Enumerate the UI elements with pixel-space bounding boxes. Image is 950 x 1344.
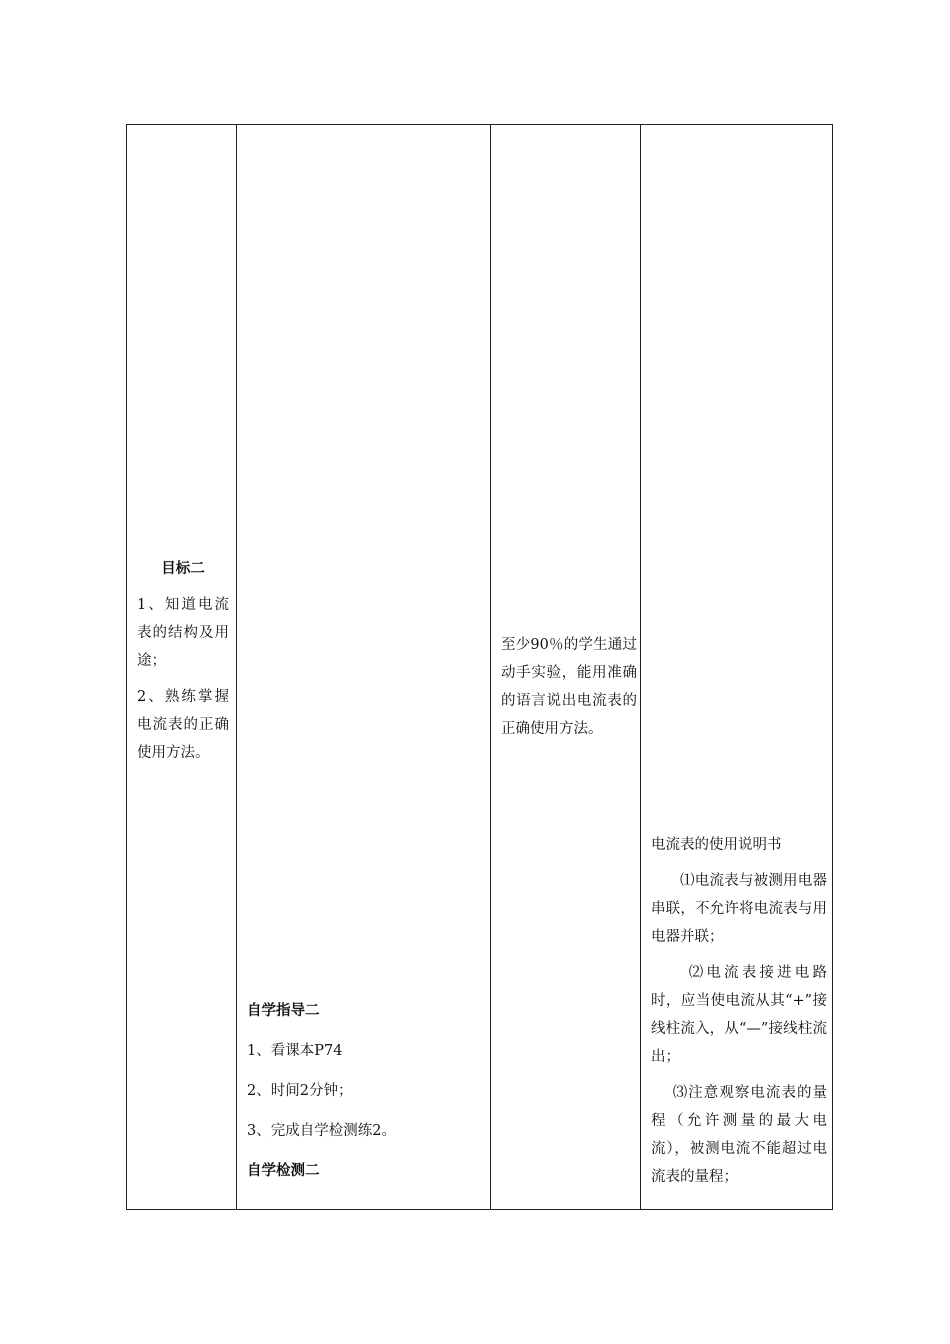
assessment-text: 至少90％的学生通过动手实验，能用准确的语言说出电流表的正确使用方法。: [501, 637, 637, 737]
guide-heading: 自学指导二: [247, 1003, 320, 1019]
objective-item: 2、熟练掌握电流表的正确使用方法。: [137, 689, 229, 761]
column-divider: [236, 125, 237, 1209]
objective-cell: [137, 555, 229, 775]
assessment-cell: [501, 631, 637, 751]
objective-item: 1、知道电流表的结构及用途；: [137, 597, 229, 669]
instructions-item: ⑴电流表与被测用电器串联，不允许将电流表与用电器并联；: [651, 873, 827, 945]
instructions-item: ⑶注意观察电流表的量程（允许测量的最大电流），被测电流不能超过电流表的量程；: [651, 1085, 827, 1185]
instructions-item: ⑵电流表接进电路时，应当使电流从其“+”接线柱流入，从“—”接线柱流出；: [651, 965, 827, 1065]
guide-cell: [247, 997, 487, 1197]
guide-item: 3、完成自学检测练2。: [247, 1123, 396, 1139]
column-divider: [490, 125, 491, 1209]
instructions-title: 电流表的使用说明书: [651, 837, 782, 853]
lesson-plan-table: [126, 124, 833, 1210]
test-heading: 自学检测二: [247, 1163, 320, 1179]
instructions-cell: [651, 831, 827, 1199]
guide-item: 2、时间2分钟；: [247, 1083, 353, 1099]
objective-heading: 目标二: [161, 561, 205, 577]
column-divider: [640, 125, 641, 1209]
guide-item: 1、看课本P74: [247, 1043, 343, 1059]
